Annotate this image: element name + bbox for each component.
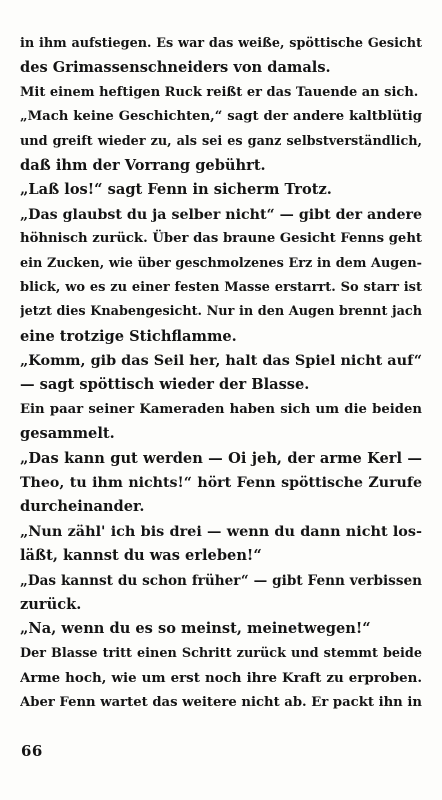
text-line: „Komm, gib das Seil her, halt das Spiel nicht auf“ xyxy=(20,352,422,370)
text-line: „Das kann gut werden — Oi jeh, der arme Kerl — xyxy=(20,449,422,467)
text-line: „Laß los!“ sagt Fenn in sicherm Trotz. xyxy=(20,181,332,199)
text-line: läßt, kannst du was erleben!“ xyxy=(20,547,262,565)
text-line: „Nun zähl' ich bis drei — wenn du dann nicht los- xyxy=(20,522,422,540)
text-line: des Grimassenschneiders von damals. xyxy=(20,59,331,77)
text-line: — sagt spöttisch wieder der Blasse. xyxy=(20,376,310,394)
text-line: Ein paar seiner Kameraden haben sich um die beiden xyxy=(20,401,422,417)
body-text xyxy=(20,32,422,715)
text-line: „Das kannst du schon früher“ — gibt Fenn verbissen xyxy=(20,572,422,589)
text-line: durcheinander. xyxy=(20,498,145,516)
text-line: eine trotzige Stichflamme. xyxy=(20,327,237,345)
text-line: Aber Fenn wartet das weitere nicht ab. Er packt ihn in xyxy=(20,694,422,710)
text-line: und greift wieder zu, als sei es ganz selbstverständlich, xyxy=(20,133,422,149)
text-line: „Na, wenn du es so meinst, meinetwegen!“ xyxy=(20,620,371,638)
text-line: Theo, tu ihm nichts!“ hört Fenn spöttische Zurufe xyxy=(20,475,422,492)
text-line: in ihm aufstiegen. Es war das weiße, spöttische Gesicht xyxy=(20,36,422,51)
text-line: Mit einem heftigen Ruck reißt er das Tauende an sich. xyxy=(20,84,419,100)
text-line: ein Zucken, wie über geschmolzenes Erz in dem Augen- xyxy=(20,255,422,271)
text-line: „Das glaubst du ja selber nicht“ — gibt der andere xyxy=(20,206,422,223)
text-line: höhnisch zurück. Über das braune Gesicht Fenns geht xyxy=(20,231,422,247)
page-number: 66 xyxy=(21,742,43,760)
text-line: zurück. xyxy=(20,595,82,613)
text-line: daß ihm der Vorrang gebührt. xyxy=(20,156,266,174)
text-line: „Mach keine Geschichten,“ sagt der andere kaltblütig xyxy=(20,109,422,125)
text-line: Arme hoch, wie um erst noch ihre Kraft zu erproben. xyxy=(20,670,422,687)
text-line: blick, wo es zu einer festen Masse erstarrt. So starr ist xyxy=(20,279,422,295)
text-line: gesammelt. xyxy=(20,425,115,443)
text-line: jetzt dies Knabengesicht. Nur in den Augen brennt jach xyxy=(20,304,422,320)
text-line: Der Blasse tritt einen Schritt zurück und stemmt beide xyxy=(20,645,422,661)
